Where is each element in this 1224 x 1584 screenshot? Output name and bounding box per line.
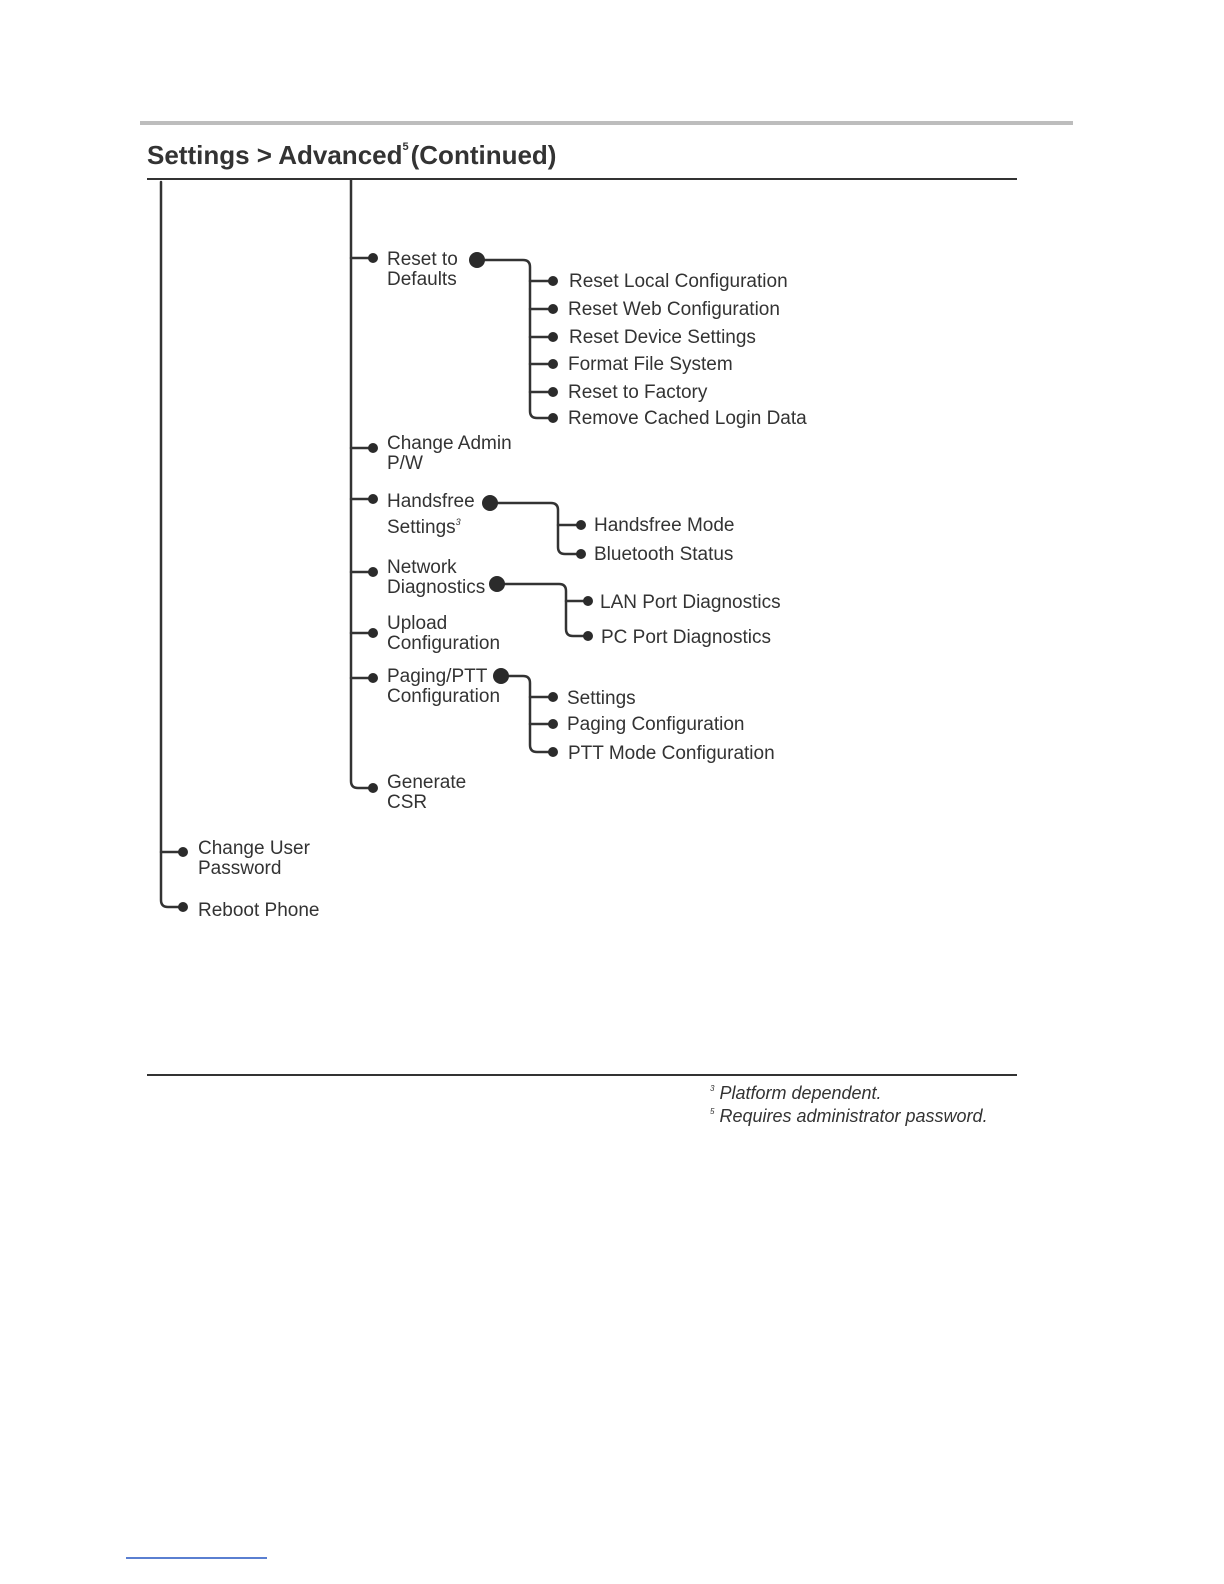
tree-item-label: Generate (387, 772, 467, 793)
bullet-handsfree-mode (576, 520, 586, 530)
connector-handsfree-settings (490, 503, 580, 554)
bullet-bluetooth-status (576, 549, 586, 559)
bullet-change-user-password (178, 847, 188, 857)
tree-item-label: Defaults (387, 269, 457, 290)
bullet-reset-to-factory (548, 387, 558, 397)
tree-item-label: Diagnostics (387, 577, 486, 598)
tree-item-reset-to-factory: Reset to Factory (568, 382, 708, 403)
tree-item-lan-port-diagnostics: LAN Port Diagnostics (600, 592, 781, 613)
footnote-mark: 5 (710, 1107, 715, 1116)
trunk-level2 (351, 180, 372, 788)
bullet-reset-web-configuration (548, 304, 558, 314)
title-footnote-mark: 5 (402, 141, 409, 153)
bullet-ptt-mode-configuration (548, 747, 558, 757)
tree-item-reboot-phone (198, 901, 320, 921)
page-bottom-link-underline (126, 1557, 267, 1559)
bullet-reset-local-configuration (548, 276, 558, 286)
bullet-reset-to-defaults (368, 253, 378, 263)
bullet-paging-configuration (548, 719, 558, 729)
footnote-5 (710, 1106, 988, 1127)
tree-item-change-admin-pw (387, 434, 512, 474)
tree-item-label: Configuration (387, 686, 501, 707)
tree-item-label: Reboot Phone (198, 900, 320, 921)
bullet-pc-port-diagnostics (583, 631, 593, 641)
tree-item-label: P/W (387, 453, 423, 474)
tree-item-handsfree-settings (387, 492, 475, 538)
tree-item-network-diagnostics (387, 558, 485, 598)
tree-item-reset-local-configuration: Reset Local Configuration (569, 271, 788, 292)
tree-item-reset-to-defaults (387, 250, 458, 290)
footnote-3 (710, 1083, 882, 1104)
tree-item-label: Password (198, 858, 282, 879)
bullet-settings (548, 692, 558, 702)
bullet-paging-ptt-configuration (368, 673, 378, 683)
connector-network-diagnostics (497, 584, 587, 636)
footnote-mark: 3 (710, 1084, 715, 1093)
tree-item-label: Change Admin (387, 433, 512, 454)
tree-item-label: Upload (387, 613, 448, 634)
tree-item-bluetooth-status: Bluetooth Status (594, 544, 734, 565)
tree-item-label: Network (387, 557, 457, 578)
tree-item-reset-device-settings: Reset Device Settings (569, 327, 756, 348)
junction-reset-to-defaults (469, 252, 485, 268)
page-title-text: Settings > Advanced (147, 140, 403, 170)
junction-network-diagnostics (489, 576, 505, 592)
bullet-network-diagnostics (368, 567, 378, 577)
junction-handsfree-settings (482, 495, 498, 511)
tree-item-pc-port-diagnostics: PC Port Diagnostics (601, 627, 772, 648)
connector-reset-to-defaults (477, 260, 552, 418)
tree-item-label: Paging/PTT (387, 666, 488, 687)
bullet-reset-device-settings (548, 332, 558, 342)
bullet-upload-configuration (368, 628, 378, 638)
bullet-lan-port-diagnostics (583, 596, 593, 606)
footnote-mark: 3 (455, 517, 461, 527)
page-title-suffix: (Continued) (410, 140, 557, 170)
tree-item-label: CSR (387, 792, 428, 813)
bullet-format-file-system (548, 359, 558, 369)
tree-item-handsfree-mode: Handsfree Mode (594, 515, 735, 536)
footnote-text: Requires administrator password. (719, 1106, 988, 1126)
tree-item-settings: Settings (567, 688, 636, 709)
footnote-text: Platform dependent. (719, 1083, 882, 1103)
tree-item-change-user-password (198, 839, 310, 879)
bottom-rule (147, 1074, 1017, 1076)
tree-item-label: Change User (198, 838, 310, 859)
tree-item-ptt-mode-configuration: PTT Mode Configuration (568, 743, 775, 764)
tree-item-label: Configuration (387, 633, 501, 654)
tree-item-upload-configuration (387, 614, 500, 654)
tree-item-paging-ptt-configuration (387, 667, 500, 707)
bullet-change-admin-pw (368, 443, 378, 453)
bullet-handsfree-settings (368, 494, 378, 504)
tree-item-generate-csr (387, 773, 466, 813)
tree-item-remove-cached-login-data: Remove Cached Login Data (568, 408, 807, 429)
tree-item-label: Reset to (387, 249, 458, 270)
tree-item-paging-configuration: Paging Configuration (567, 714, 745, 735)
trunk-level1 (161, 182, 181, 907)
tree-item-label-group (387, 512, 475, 538)
tree-item-label: Settings (387, 517, 456, 538)
tree-item-format-file-system: Format File System (568, 354, 733, 375)
tree-item-label: Handsfree (387, 491, 475, 512)
bullet-generate-csr (368, 783, 378, 793)
bullet-reboot-phone (178, 902, 188, 912)
tree-item-reset-web-configuration: Reset Web Configuration (568, 299, 780, 320)
bullet-remove-cached-login-data (548, 413, 558, 423)
connector-paging-ptt-configuration (501, 676, 552, 752)
